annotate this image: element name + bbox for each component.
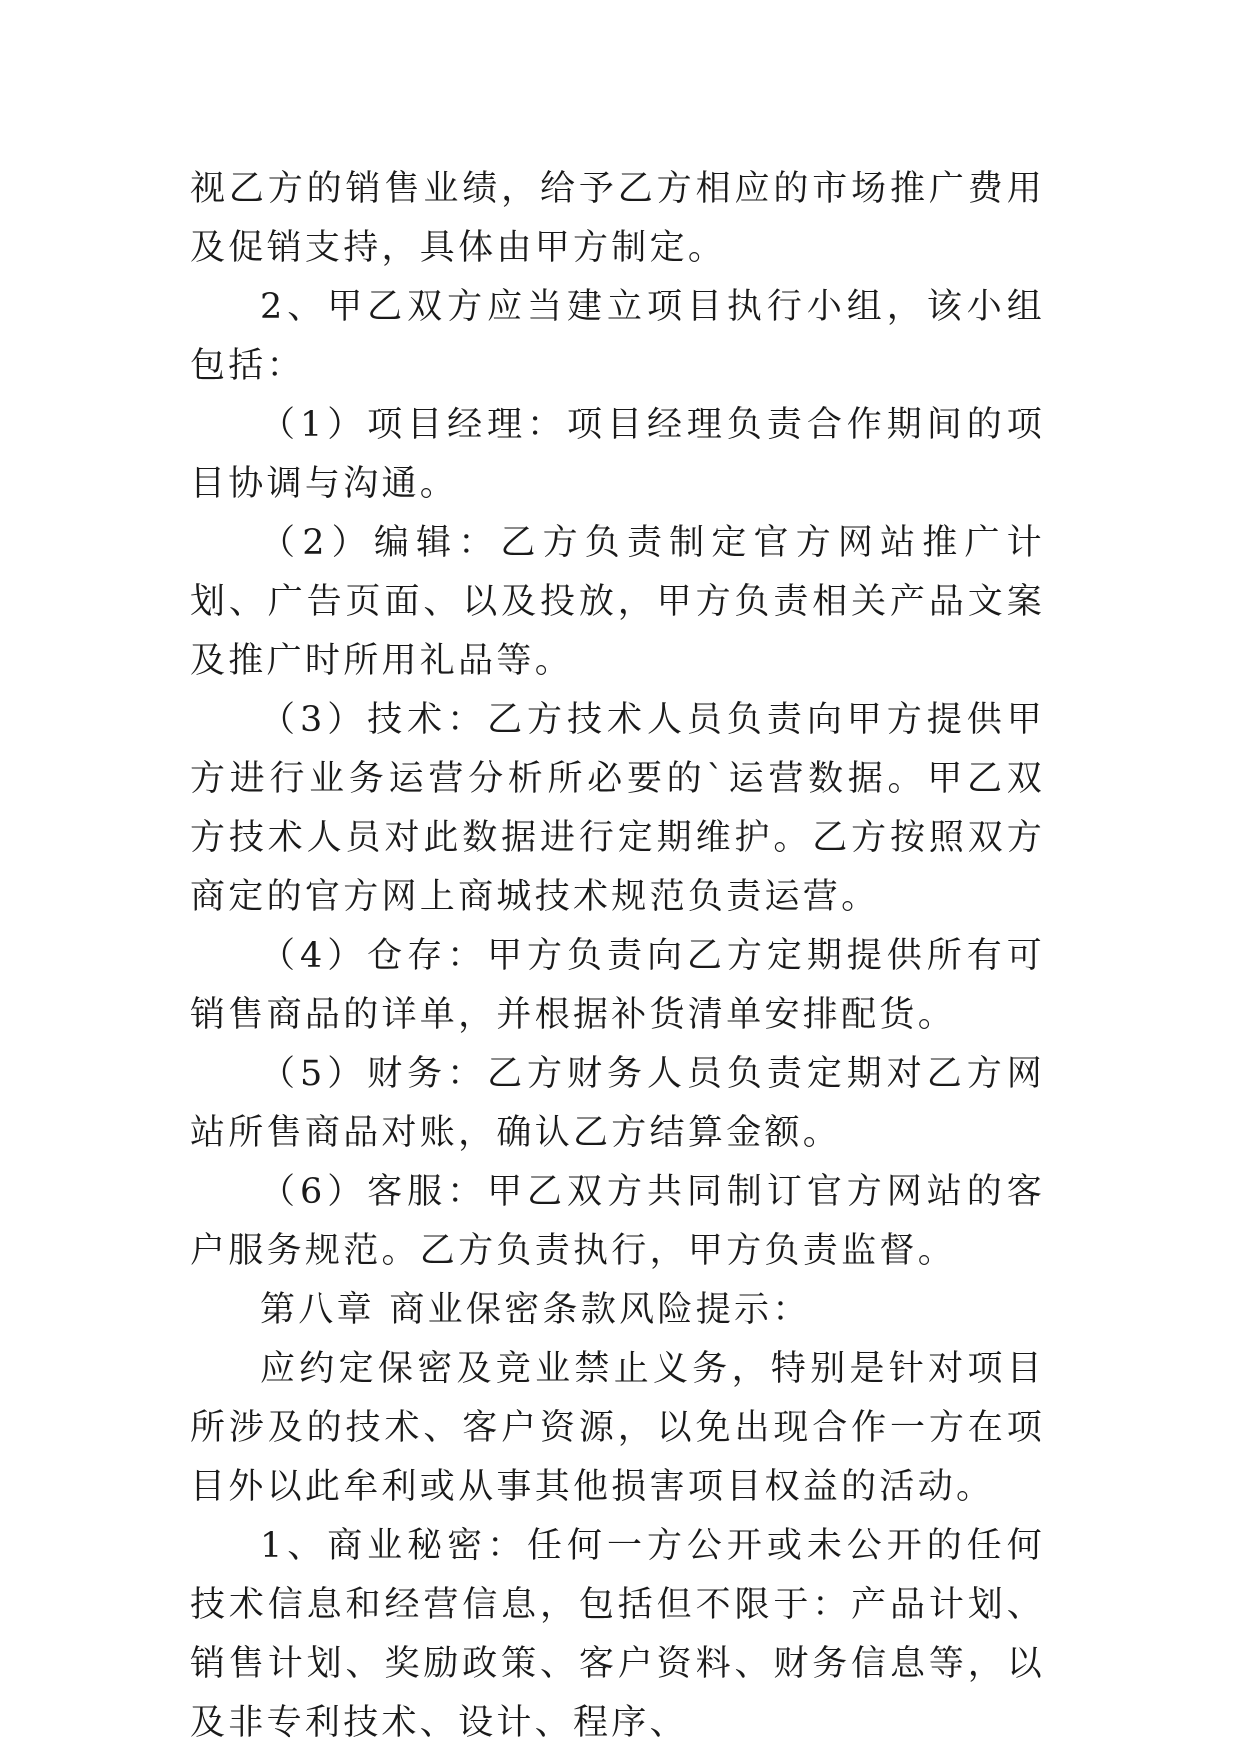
paragraph-customer-service: （6）客服：甲乙双方共同制订官方网站的客户服务规范。乙方负责执行，甲方负责监督。 — [190, 1172, 1045, 1271]
document-body — [190, 160, 1045, 1753]
paragraph-warehouse: （4）仓存：甲方负责向乙方定期提供所有可销售商品的详单，并根据补货清单安排配货。 — [190, 936, 1045, 1035]
chapter-heading: 第八章 商业保密条款风险提示： — [260, 1290, 811, 1330]
paragraph-trade-secret: 1、商业秘密：任何一方公开或未公开的任何技术信息和经营信息，包括但不限于：产品计划、销售计划、奖励政策、客户资料、财务信息等，以及非专利技术、设计、程序、 — [190, 1526, 1045, 1743]
paragraph-continuation: 视乙方的销售业绩，给予乙方相应的市场推广费用及促销支持，具体由甲方制定。 — [190, 169, 1045, 268]
paragraph-item-2: 2、甲乙双方应当建立项目执行小组，该小组包括： — [190, 287, 1045, 386]
paragraph-project-manager: （1）项目经理：项目经理负责合作期间的项目协调与沟通。 — [190, 405, 1045, 504]
paragraph-confidentiality-note: 应约定保密及竞业禁止义务，特别是针对项目所涉及的技术、客户资源，以免出现合作一方在项目外以此牟利或从事其他损害项目权益的活动。 — [190, 1349, 1045, 1507]
paragraph-finance: （5）财务：乙方财务人员负责定期对乙方网站所售商品对账，确认乙方结算金额。 — [190, 1054, 1045, 1153]
paragraph-technical: （3）技术：乙方技术人员负责向甲方提供甲方进行业务运营分析所必要的`运营数据。甲乙双方技术人员对此数据进行定期维护。乙方按照双方商定的官方网上商城技术规范负责运营。 — [190, 700, 1045, 917]
paragraph-editor: （2）编辑：乙方负责制定官方网站推广计划、广告页面、以及投放，甲方负责相关产品文案及推广时所用礼品等。 — [190, 523, 1045, 681]
